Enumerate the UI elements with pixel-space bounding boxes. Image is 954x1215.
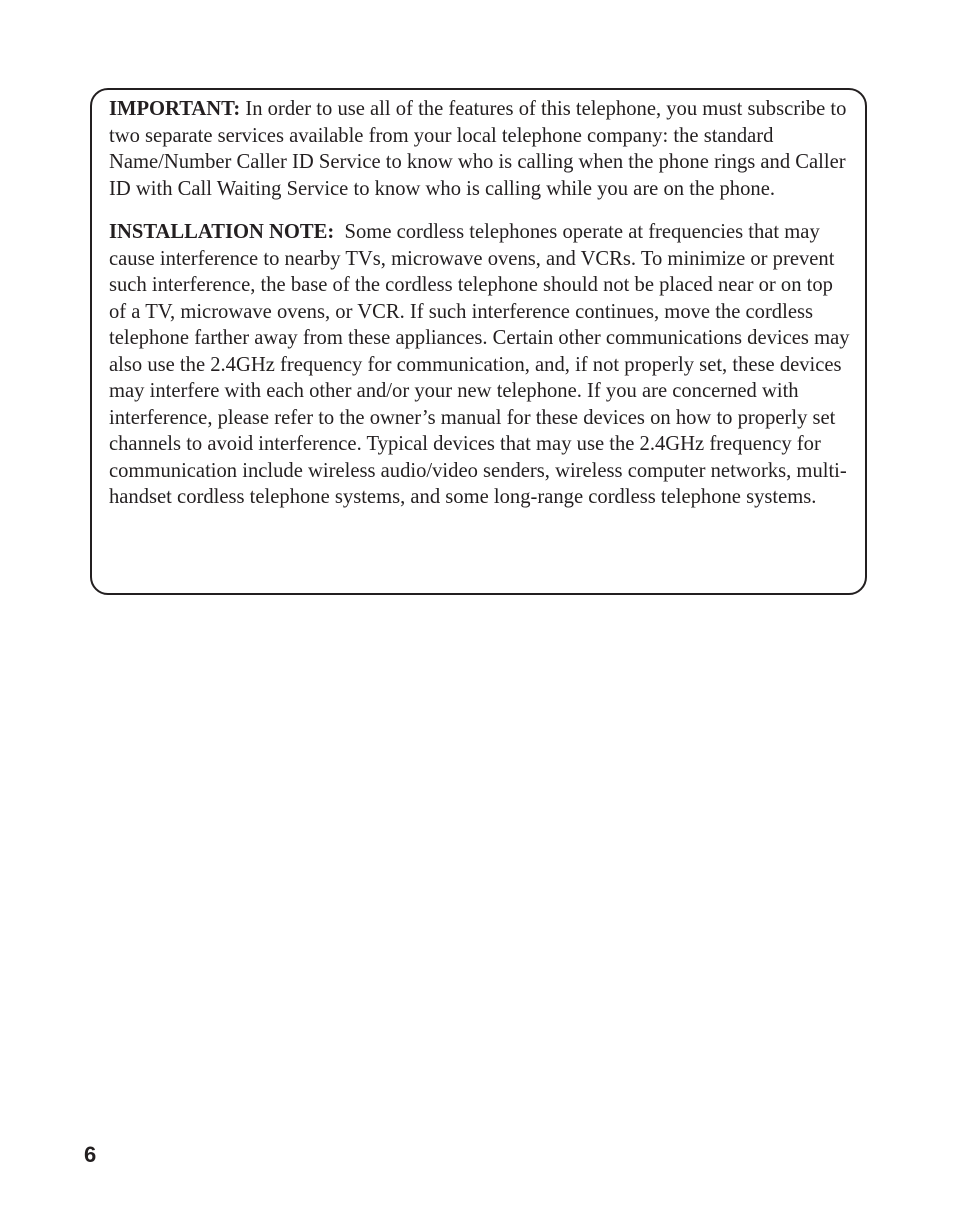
installation-note-label: INSTALLATION NOTE: — [109, 221, 335, 243]
important-text: In order to use all of the features of this telephone, you must subscribe to two separate services available from your local telephone company: the standard Name/Number Caller ID Service to know who is calling when the phone rings and Caller ID with Call Waiting Service to know who is calling while you are on the phone. — [109, 98, 847, 200]
installation-note-text: Some cordless telephones operate at frequencies that may cause interference to nearby TVs, microwave ovens, and VCRs. To minimize or prevent such interference, the base of the cordless telephone should not be placed near or on top of a TV, microwave ovens, or VCR. If such interference continues, move the cordless telephone farther away from these appliances. Certain other communications devices may also use the 2.4GHz frequency for communication, and, if not properly set, these devices may interfere with each other and/or your new telephone. If you are concerned with interference, please refer to the owner’s manual for these devices on how to properly set channels to avoid interference. Typical devices that may use the 2.4GHz frequency for communication include wireless audio/video senders, wireless computer networks, multi-handset cordless telephone systems, and some long-range cordless telephone systems. — [109, 221, 850, 508]
installation-note-paragraph — [109, 219, 853, 511]
notice-box — [90, 88, 867, 595]
important-label: IMPORTANT: — [109, 98, 241, 120]
page-number: 6 — [84, 1142, 97, 1167]
important-paragraph — [109, 96, 853, 202]
